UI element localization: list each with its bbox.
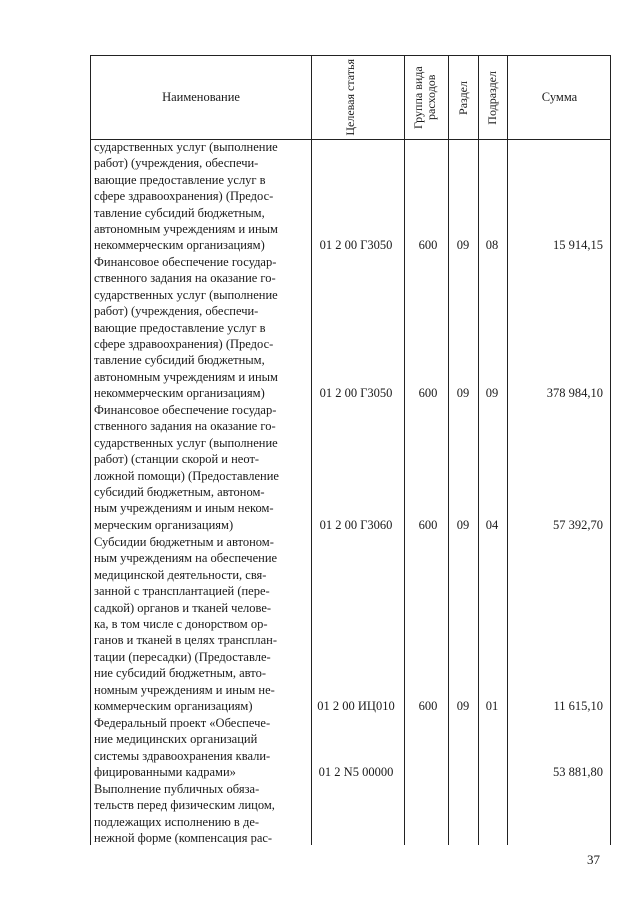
row-sum: 15 914,15 bbox=[553, 238, 603, 252]
row-sum: 378 984,10 bbox=[546, 386, 603, 400]
col-divider bbox=[448, 56, 449, 845]
header-group bbox=[404, 56, 448, 139]
budget-table bbox=[90, 55, 611, 845]
row-name: Федеральный проект «Обеспече- ние медицинских организаций системы здравоохранения квали- фицированными кадрами» bbox=[94, 716, 271, 780]
header-section bbox=[448, 56, 478, 139]
header-name-label: Наименование bbox=[162, 90, 240, 104]
col-divider bbox=[478, 56, 479, 845]
row-code: 01 2 00 Г3050 bbox=[319, 238, 393, 252]
row-sum: 57 392,70 bbox=[553, 518, 603, 532]
row-group: 600 bbox=[418, 699, 438, 713]
header-sum bbox=[507, 56, 612, 139]
page-number: 37 bbox=[587, 852, 600, 867]
row-name: Финансовое обеспечение государ- ственного задания на оказание го- сударственных услуг (выполнение работ) (станции скорой и неот- ложной помощи) (Предоставление субсидий бюджетным, автоном- ным учреждениям и иным неком- мерческим организациям) bbox=[94, 403, 279, 532]
header-subsection bbox=[478, 56, 507, 139]
row-name: Субсидии бюджетным и автоном- ным учреждениям на обеспечение медицинской деятельности, свя- занной с трансплантацией (пере- садкой) органов и тканей челове- ка, в том числе с донорством ор- ганов и тканей в целях трансплан- тации (пересадки) (Предоставле- ние субсидий бюджетным, авто- номным учреждениям и иным не- коммерческим организациям) bbox=[94, 535, 278, 714]
header-subsection-label: Подраздел bbox=[485, 70, 499, 125]
row-subsection: 08 bbox=[485, 238, 499, 252]
row-code: 01 2 N5 00000 bbox=[318, 765, 394, 779]
row-subsection: 01 bbox=[485, 699, 499, 713]
row-name: Выполнение публичных обяза- тельств перед физическим лицом, подлежащих исполнению в де- нежной форме (компенсация рас- bbox=[94, 782, 275, 846]
row-group: 600 bbox=[418, 238, 438, 252]
header-code-label: Целевая статья bbox=[342, 59, 357, 136]
row-section: 09 bbox=[456, 699, 470, 713]
row-section: 09 bbox=[456, 238, 470, 252]
row-section: 09 bbox=[456, 386, 470, 400]
row-name: сударственных услуг (выполнение работ) (учреждения, обеспечи- вающие предоставление услуг в сфере здравоохранения) (Предос- тавление субсидий бюджетным, автономным учреждениям и иным некоммерческим организациям) bbox=[94, 140, 278, 253]
row-group: 600 bbox=[418, 518, 438, 532]
row-section: 09 bbox=[456, 518, 470, 532]
row-sum: 53 881,80 bbox=[553, 765, 603, 779]
col-divider bbox=[311, 56, 312, 845]
row-sum: 11 615,10 bbox=[553, 699, 603, 713]
row-code: 01 2 00 Г3060 bbox=[319, 518, 393, 532]
header-group-label: Группа вида расходов bbox=[411, 66, 438, 129]
row-subsection: 09 bbox=[485, 386, 499, 400]
row-name: Финансовое обеспечение государ- ственного задания на оказание го- сударственных услуг (выполнение работ) (учреждения, обеспечи- вающие предоставление услуг в сфере здравоохранения) (Предос- тавление субсидий бюджетным, автономным учреждениям и иным некоммерческим организациям) bbox=[94, 255, 278, 401]
row-code: 01 2 00 Г3050 bbox=[319, 386, 393, 400]
row-code: 01 2 00 ИЦ010 bbox=[317, 699, 395, 713]
col-divider bbox=[404, 56, 405, 845]
row-group: 600 bbox=[418, 386, 438, 400]
col-divider bbox=[507, 56, 508, 845]
header-code bbox=[311, 56, 404, 139]
header-section-label: Раздел bbox=[455, 80, 470, 115]
header-sum-label: Сумма bbox=[541, 90, 578, 104]
row-subsection: 04 bbox=[485, 518, 499, 532]
header-name bbox=[91, 56, 311, 139]
